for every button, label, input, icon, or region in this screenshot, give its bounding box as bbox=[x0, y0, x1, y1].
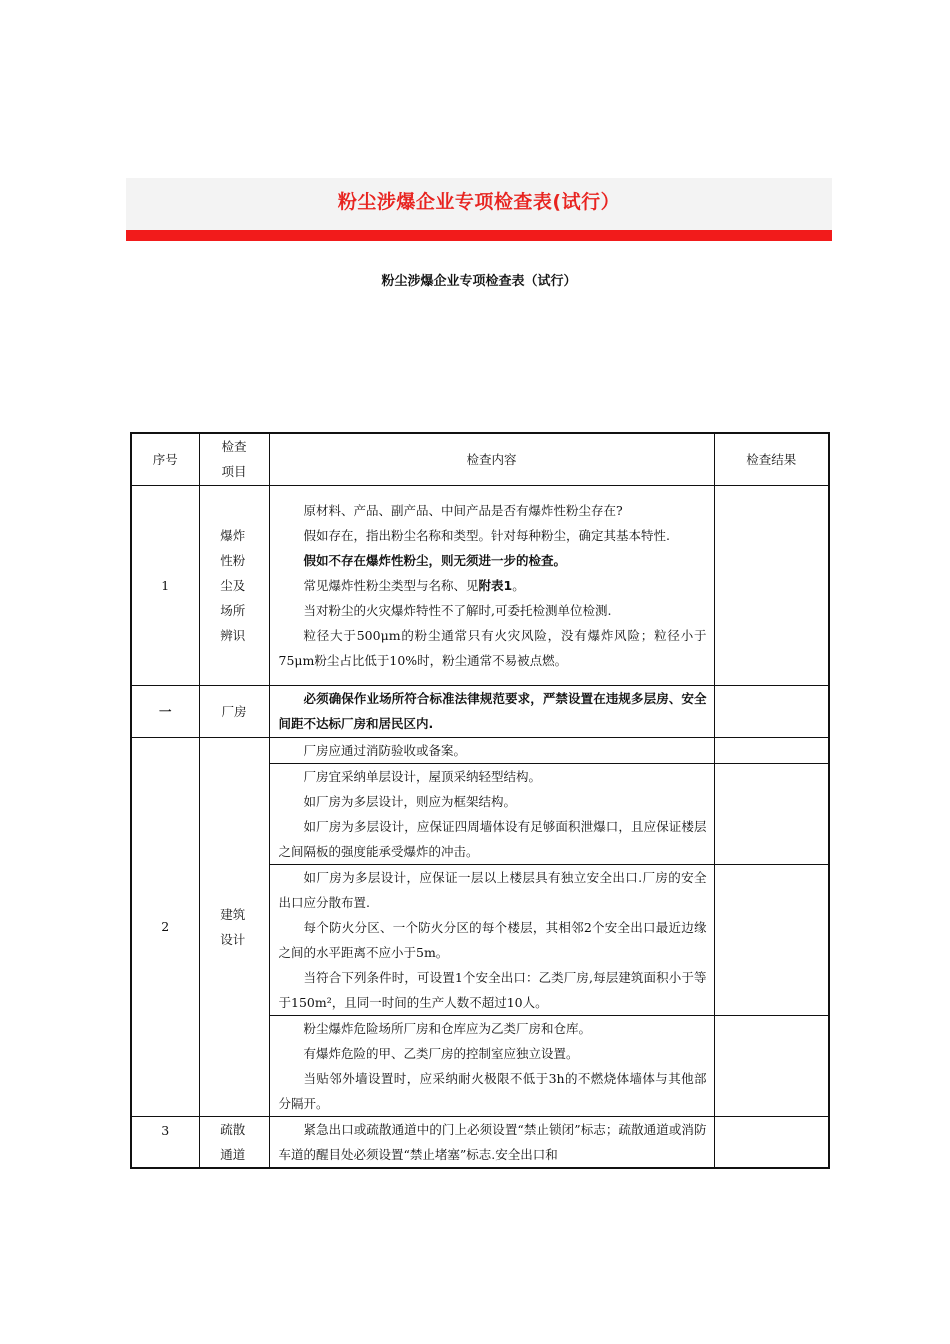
row-number: 3 bbox=[131, 1116, 199, 1168]
row-content bbox=[269, 864, 714, 1015]
row-content bbox=[269, 485, 714, 685]
result-cell[interactable] bbox=[714, 763, 829, 864]
content-paragraph: 原材料、产品、副产品、中间产品是否有爆炸性粉尘存在? bbox=[303, 502, 623, 518]
content-paragraph: 有爆炸危险的甲、乙类厂房的控制室应独立设置。 bbox=[303, 1045, 579, 1061]
content-paragraph: 粒径大于500μm的粉尘通常只有火灾风险，没有爆炸风险；粒径小于75μm粉尘占比低于10%时，粉尘通常不易被点燃。 bbox=[278, 627, 707, 668]
result-cell[interactable] bbox=[714, 1116, 829, 1168]
content-paragraph: 厂房宜采纳单层设计，屋顶采纳轻型结构。 bbox=[303, 768, 542, 784]
row-item-text: 建筑设计 bbox=[220, 906, 246, 947]
text-run: 常见爆炸性粉尘类型与名称、见 bbox=[303, 577, 479, 593]
header-item-line1: 检查 bbox=[221, 439, 247, 455]
result-cell[interactable] bbox=[714, 1015, 829, 1116]
row-content bbox=[269, 737, 714, 763]
header-no: 序号 bbox=[131, 433, 199, 485]
header-content: 检查内容 bbox=[269, 433, 714, 485]
content-paragraph: 粉尘爆炸危险场所厂房和仓库应为乙类厂房和仓库。 bbox=[303, 1020, 592, 1036]
row-item bbox=[199, 737, 269, 1116]
inspection-table bbox=[130, 432, 830, 1169]
table-subtitle: 粉尘涉爆企业专项检查表（试行） bbox=[381, 274, 577, 289]
content-paragraph: 当符合下列条件时，可设置1个安全出口：乙类厂房,每层建筑面积小于等于150m²，且同一时间的生产人数不超过10人。 bbox=[278, 969, 707, 1010]
content-paragraph: 当对粉尘的火灾爆炸特性不了解时,可委托检测单位检测. bbox=[303, 602, 612, 618]
section-content bbox=[269, 685, 714, 737]
content-paragraph-emphasis: 假如不存在爆炸性粉尘，则无须进一步的检查。 bbox=[303, 552, 567, 568]
row-number: 1 bbox=[131, 485, 199, 685]
section-row bbox=[131, 685, 829, 737]
title-banner bbox=[126, 178, 832, 230]
row-number: 2 bbox=[131, 737, 199, 1116]
content-paragraph-emphasis: 必须确保作业场所符合标准法律规范要求，严禁设置在违规多层房、安全间距不达标厂房和居民区内. bbox=[278, 691, 707, 731]
section-number: 一 bbox=[131, 685, 199, 737]
section-item: 厂房 bbox=[199, 685, 269, 737]
content-paragraph: 当贴邻外墙设置时，应采纳耐火极限不低于3h的不燃烧体墙体与其他部分隔开。 bbox=[278, 1070, 707, 1111]
row-item bbox=[199, 1116, 269, 1168]
header-item bbox=[199, 433, 269, 485]
row-content bbox=[269, 1015, 714, 1116]
result-cell[interactable] bbox=[714, 864, 829, 1015]
result-cell[interactable] bbox=[714, 685, 829, 737]
content-paragraph: 如厂房为多层设计，应保证四周墙体设有足够面积泄爆口，且应保证楼层之间隔板的强度能承受爆炸的冲击。 bbox=[278, 818, 707, 859]
result-cell[interactable] bbox=[714, 737, 829, 763]
content-paragraph: 假如存在，指出粉尘名称和类型。针对每种粉尘，确定其基本特性. bbox=[303, 527, 670, 543]
red-divider bbox=[126, 230, 832, 241]
row-item-text: 爆炸性粉尘及场所辨识 bbox=[220, 527, 246, 643]
table-header-row bbox=[131, 433, 829, 485]
header-item-line2: 项目 bbox=[221, 464, 247, 480]
content-paragraph: 紧急出口或疏散通道中的门上必须设置“禁止锁闭”标志；疏散通道或消防车道的醒目处必须设置“禁止堵塞”标志.安全出口和 bbox=[278, 1121, 707, 1162]
table-row bbox=[131, 1116, 829, 1168]
result-cell[interactable] bbox=[714, 485, 829, 685]
text-run: 。 bbox=[512, 577, 525, 593]
row-content bbox=[269, 763, 714, 864]
row-item-text: 疏散通道 bbox=[220, 1121, 246, 1162]
row-content bbox=[269, 1116, 714, 1168]
content-paragraph bbox=[279, 573, 707, 598]
table-row bbox=[131, 737, 829, 763]
content-paragraph: 如厂房为多层设计，则应为框架结构。 bbox=[303, 793, 517, 809]
appendix-link-text: 附表1 bbox=[478, 577, 513, 593]
content-paragraph: 厂房应通过消防验收或备案。 bbox=[303, 742, 467, 758]
row-item bbox=[199, 485, 269, 685]
content-paragraph: 每个防火分区、一个防火分区的每个楼层，其相邻2个安全出口最近边缘之间的水平距离不应小于5m。 bbox=[278, 919, 707, 960]
header-result: 检查结果 bbox=[714, 433, 829, 485]
table-row bbox=[131, 485, 829, 685]
document-title: 粉尘涉爆企业专项检查表(试行） bbox=[337, 191, 621, 213]
content-paragraph: 如厂房为多层设计，应保证一层以上楼层具有独立安全出口.厂房的安全出口应分散布置. bbox=[278, 869, 707, 910]
